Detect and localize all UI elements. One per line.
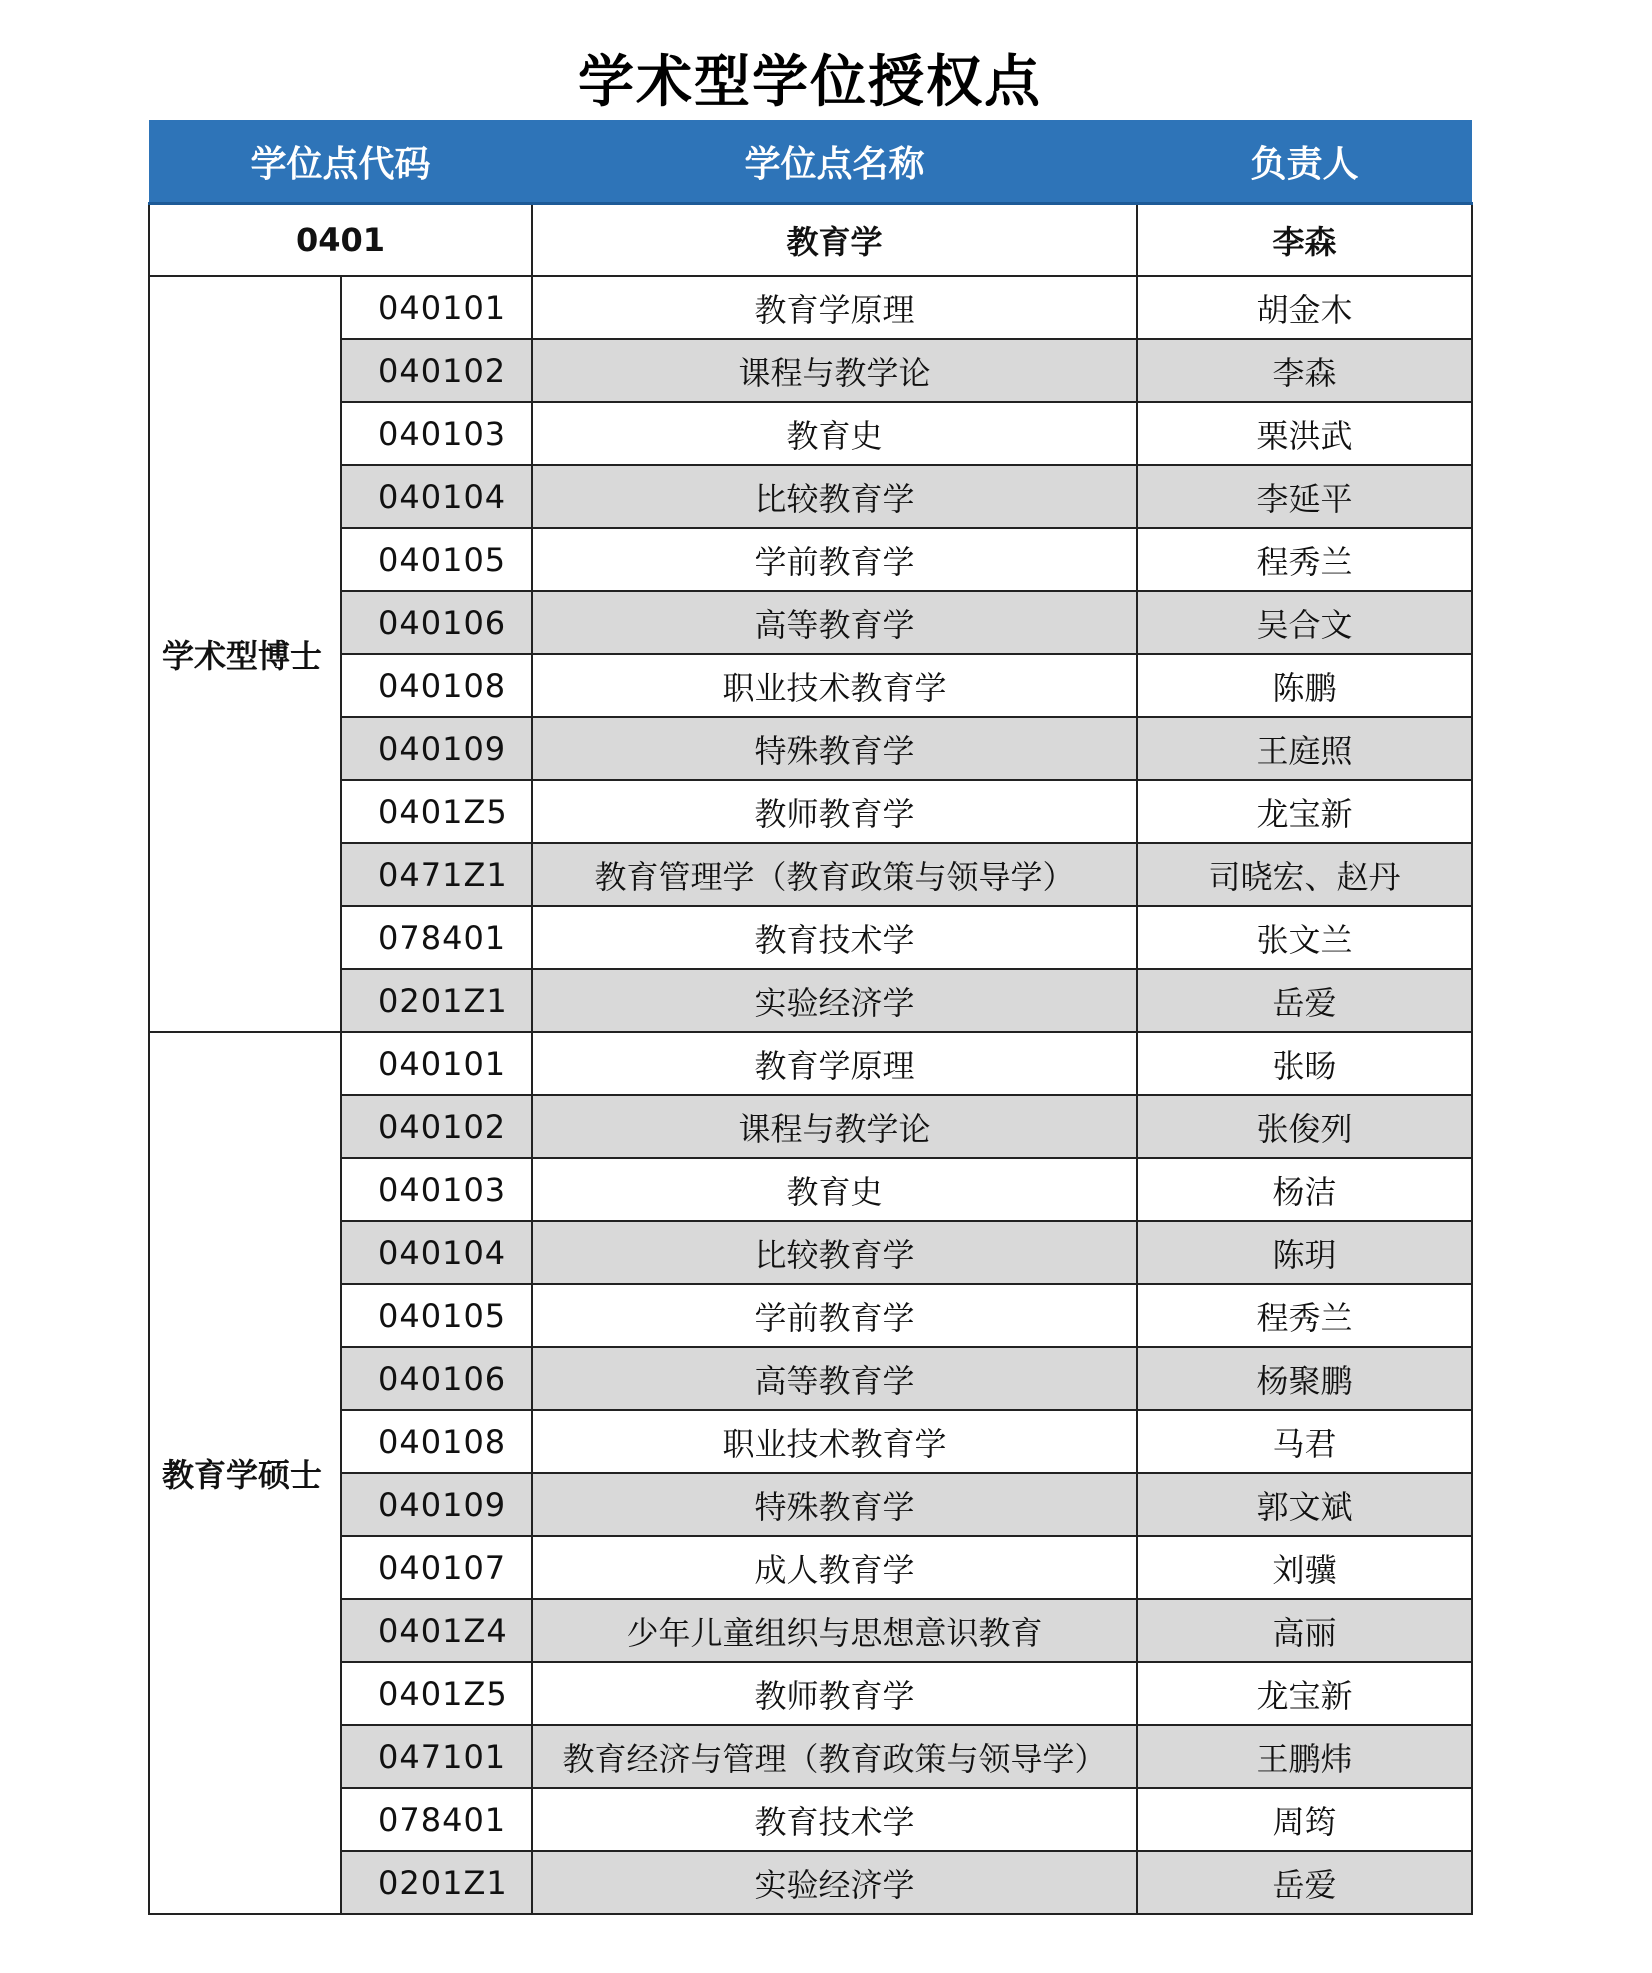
degree-name: 教育技术学 [532,1788,1137,1851]
degree-lead: 陈玥 [1137,1221,1472,1284]
table-row [149,1851,1472,1914]
degree-category: 教育学硕士 [149,1032,341,1914]
degree-code: 0201Z1 [341,1851,532,1914]
degree-lead: 胡金木 [1137,276,1472,339]
table-row [149,1158,1472,1221]
degree-lead: 张文兰 [1137,906,1472,969]
degree-name: 学前教育学 [532,528,1137,591]
degree-code: 040109 [341,1473,532,1536]
degree-lead: 杨聚鹏 [1137,1347,1472,1410]
degree-code: 040103 [341,1158,532,1221]
degree-name: 实验经济学 [532,1851,1137,1914]
discipline-name: 教育学 [532,204,1137,277]
degree-code: 040104 [341,465,532,528]
table-row-discipline [149,204,1472,277]
table-row [149,906,1472,969]
degree-name: 比较教育学 [532,1221,1137,1284]
degree-name: 特殊教育学 [532,1473,1137,1536]
table-row [149,276,1472,339]
degree-lead: 陈鹏 [1137,654,1472,717]
degree-code: 0401Z5 [341,1662,532,1725]
degree-code: 040105 [341,528,532,591]
table-row [149,1473,1472,1536]
degree-name: 高等教育学 [532,1347,1137,1410]
table-row [149,402,1472,465]
degree-name: 学前教育学 [532,1284,1137,1347]
page-title: 学术型学位授权点 [578,50,1042,115]
table-row [149,1284,1472,1347]
degree-code: 040107 [341,1536,532,1599]
degree-code: 0401Z4 [341,1599,532,1662]
degree-name: 教师教育学 [532,780,1137,843]
degree-lead: 周筠 [1137,1788,1472,1851]
degree-name: 教师教育学 [532,1662,1137,1725]
degree-code: 040109 [341,717,532,780]
table-header [149,120,1472,204]
degree-lead: 司晓宏、赵丹 [1137,843,1472,906]
table-row [149,717,1472,780]
degree-code: 040103 [341,402,532,465]
degree-code: 040102 [341,1095,532,1158]
degree-lead: 李森 [1137,339,1472,402]
degree-lead: 郭文斌 [1137,1473,1472,1536]
degree-code: 040101 [341,1032,532,1095]
degree-lead: 高丽 [1137,1599,1472,1662]
degree-lead: 马君 [1137,1410,1472,1473]
table-row [149,1788,1472,1851]
degree-category: 学术型博士 [149,276,341,1032]
table-row [149,969,1472,1032]
degree-name: 教育管理学（教育政策与领导学） [532,843,1137,906]
degree-code: 040101 [341,276,532,339]
degree-lead: 王鹏炜 [1137,1725,1472,1788]
table-row [149,1536,1472,1599]
table-row [149,1410,1472,1473]
degree-lead: 张俊列 [1137,1095,1472,1158]
degree-name: 教育技术学 [532,906,1137,969]
degree-lead: 岳爱 [1137,1851,1472,1914]
table-row [149,1662,1472,1725]
table-row [149,780,1472,843]
table-row [149,1599,1472,1662]
degree-name: 教育学原理 [532,1032,1137,1095]
table-row [149,528,1472,591]
degree-lead: 龙宝新 [1137,1662,1472,1725]
degree-name: 教育史 [532,402,1137,465]
table-row [149,1725,1472,1788]
degree-code: 0201Z1 [341,969,532,1032]
degree-name: 职业技术教育学 [532,654,1137,717]
table-row [149,654,1472,717]
discipline-lead: 李森 [1137,204,1472,277]
degree-code: 078401 [341,1788,532,1851]
table-row [149,1032,1472,1095]
degree-lead: 程秀兰 [1137,528,1472,591]
degree-code: 040108 [341,654,532,717]
degree-name: 课程与教学论 [532,1095,1137,1158]
degree-lead: 刘骥 [1137,1536,1472,1599]
degree-name: 职业技术教育学 [532,1410,1137,1473]
degree-name: 高等教育学 [532,591,1137,654]
degree-name: 实验经济学 [532,969,1137,1032]
degree-name: 教育学原理 [532,276,1137,339]
degree-code: 040106 [341,1347,532,1410]
degree-code: 078401 [341,906,532,969]
degree-name: 少年儿童组织与思想意识教育 [532,1599,1137,1662]
table-row [149,843,1472,906]
degree-name: 特殊教育学 [532,717,1137,780]
degree-code: 040105 [341,1284,532,1347]
degree-table [148,120,1473,1915]
degree-lead: 张旸 [1137,1032,1472,1095]
table-row [149,465,1472,528]
degree-lead: 岳爱 [1137,969,1472,1032]
degree-code: 0471Z1 [341,843,532,906]
table-body [149,204,1472,1915]
header-code: 学位点代码 [149,120,532,204]
degree-name: 教育史 [532,1158,1137,1221]
degree-code: 040106 [341,591,532,654]
table-row [149,1221,1472,1284]
header-name: 学位点名称 [532,120,1137,204]
discipline-code: 0401 [149,204,532,277]
degree-lead: 李延平 [1137,465,1472,528]
table-row [149,339,1472,402]
degree-code: 047101 [341,1725,532,1788]
degree-lead: 程秀兰 [1137,1284,1472,1347]
header-lead: 负责人 [1137,120,1472,204]
degree-lead: 杨洁 [1137,1158,1472,1221]
table-row [149,1095,1472,1158]
degree-name: 成人教育学 [532,1536,1137,1599]
degree-name: 比较教育学 [532,465,1137,528]
degree-name: 课程与教学论 [532,339,1137,402]
degree-name: 教育经济与管理（教育政策与领导学） [532,1725,1137,1788]
degree-lead: 王庭照 [1137,717,1472,780]
degree-code: 040102 [341,339,532,402]
degree-code: 0401Z5 [341,780,532,843]
degree-lead: 栗洪武 [1137,402,1472,465]
degree-lead: 龙宝新 [1137,780,1472,843]
degree-lead: 吴合文 [1137,591,1472,654]
table-row [149,591,1472,654]
degree-code: 040104 [341,1221,532,1284]
degree-code: 040108 [341,1410,532,1473]
table-row [149,1347,1472,1410]
